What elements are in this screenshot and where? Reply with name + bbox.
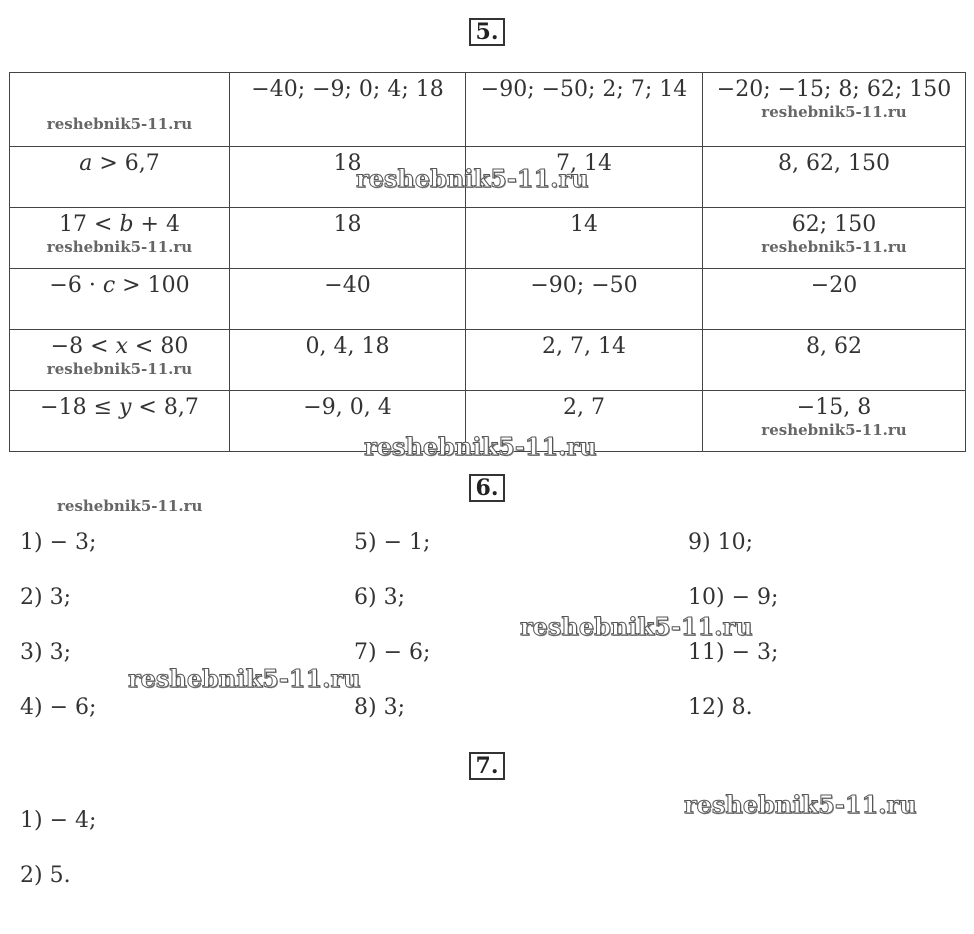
answer-item: 3) 3; xyxy=(20,640,71,665)
answer-item: 1) − 3; xyxy=(20,530,97,555)
table-cell: 14 xyxy=(466,208,703,269)
table-cell: 62; 150 reshebnik5-11.ru xyxy=(703,208,966,269)
table-cell: 8, 62 xyxy=(703,330,966,391)
table-cell: 0, 4, 18 xyxy=(230,330,466,391)
table-header-cell: −20; −15; 8; 62; 150 reshebnik5-11.ru xyxy=(703,73,966,147)
answer-table xyxy=(9,72,966,452)
table-row xyxy=(10,269,966,330)
condition-cell: 𝑎 > 6,7 xyxy=(10,147,230,208)
table-cell: 8, 62, 150 xyxy=(703,147,966,208)
watermark-large: reshebnik5-11.ru xyxy=(364,432,597,461)
watermark-text: reshebnik5-11.ru xyxy=(761,238,907,256)
answer-item: 8) 3; xyxy=(354,695,405,720)
watermark-large: reshebnik5-11.ru xyxy=(520,612,753,641)
watermark-large: reshebnik5-11.ru xyxy=(356,164,589,193)
table-cell: 7, 14 xyxy=(466,147,703,208)
answer-item: 10) − 9; xyxy=(688,585,779,610)
condition-cell: −8 < 𝑥 < 80 reshebnik5-11.ru xyxy=(10,330,230,391)
section-6-heading: 6. xyxy=(0,474,974,502)
answer-item: 4) − 6; xyxy=(20,695,97,720)
table-header-cell: −90; −50; 2; 7; 14 xyxy=(466,73,703,147)
answer-item: 11) − 3; xyxy=(688,640,779,665)
watermark-text: reshebnik5-11.ru xyxy=(46,115,193,133)
section-5-heading: 5. xyxy=(0,18,974,46)
answer-item: 9) 10; xyxy=(688,530,753,555)
watermark-text: reshebnik5-11.ru xyxy=(46,238,193,256)
condition-cell: 17 < 𝑏 + 4 reshebnik5-11.ru xyxy=(10,208,230,269)
table-cell: −90; −50 xyxy=(466,269,703,330)
watermark-large: reshebnik5-11.ru xyxy=(128,664,361,693)
table-header-row xyxy=(10,73,966,147)
table-cell: 18 xyxy=(230,208,466,269)
answer-item: 7) − 6; xyxy=(354,640,431,665)
condition-cell: −18 ≤ 𝑦 < 8,7 xyxy=(10,391,230,452)
table-cell: 18 xyxy=(230,147,466,208)
table-cell: −9, 0, 4 xyxy=(230,391,466,452)
watermark-text: reshebnik5-11.ru xyxy=(46,360,193,378)
table-cell xyxy=(10,73,230,147)
table-row xyxy=(10,208,966,269)
table-cell: −20 xyxy=(703,269,966,330)
section-7-heading: 7. xyxy=(0,752,974,780)
answer-item: 2) 5. xyxy=(20,863,71,888)
condition-cell: −6 · 𝑐 > 100 xyxy=(10,269,230,330)
answer-item: 2) 3; xyxy=(20,585,71,610)
watermark-large: reshebnik5-11.ru xyxy=(684,790,917,819)
watermark-text: reshebnik5-11.ru xyxy=(761,103,907,121)
answer-item: 12) 8. xyxy=(688,695,753,720)
table-header-cell: −40; −9; 0; 4; 18 xyxy=(230,73,466,147)
answer-item: 6) 3; xyxy=(354,585,405,610)
answer-item: 5) − 1; xyxy=(354,530,431,555)
answer-item: 1) − 4; xyxy=(20,808,97,833)
watermark-text: reshebnik5-11.ru xyxy=(57,497,203,515)
table-cell: 2, 7, 14 xyxy=(466,330,703,391)
table-cell: 2, 7 xyxy=(466,391,703,452)
table-row xyxy=(10,330,966,391)
watermark-text: reshebnik5-11.ru xyxy=(761,421,907,439)
table-cell: −15, 8 reshebnik5-11.ru xyxy=(703,391,966,452)
table-cell: −40 xyxy=(230,269,466,330)
